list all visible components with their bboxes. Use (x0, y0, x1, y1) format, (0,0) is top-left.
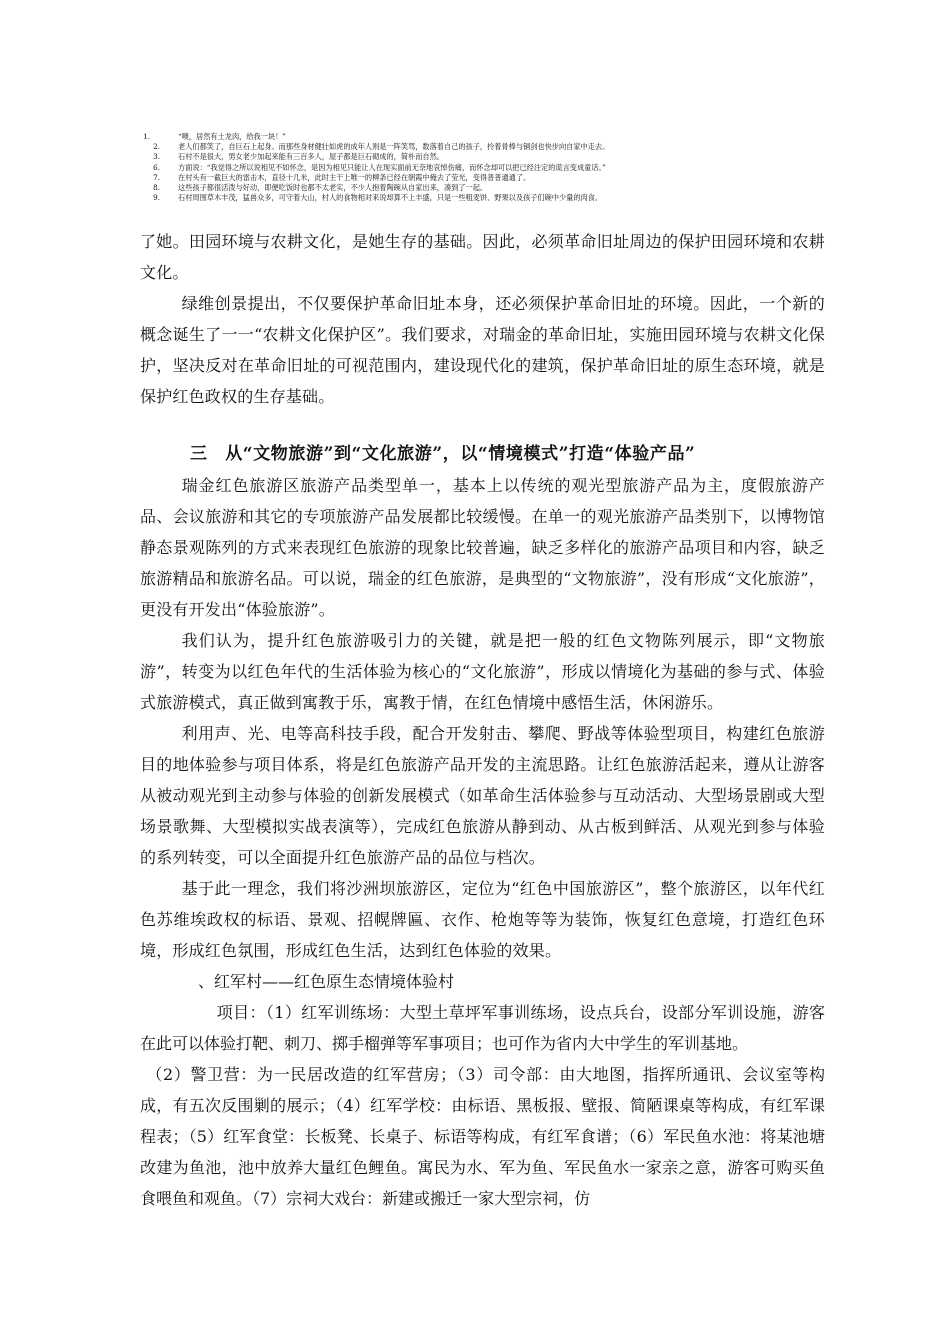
list-item-text: 方面说：“我觉得之所以说相见不如怀念，是因为相见只能让人在现实面前无奈地哀悼伤痛，而怀念却可以把已经注定的谎言变成童话。” (178, 162, 606, 172)
body-paragraph: 绿维创景提出，不仅要保护革命旧址本身，还必须保护革命旧址的环境。因此，一个新的概念诞生了一一“农耕文化保护区”。我们要求，对瑞金的革命旧址，实施田园环境与农耕文化保护，坚决反对在革命旧址的可视范围内，建设现代化的建筑，保护革命旧址的原生态环境，就是保护红色政权的生存基础。 (140, 294, 825, 406)
body-paragraph: 了她。田园环境与农耕文化，是她生存的基础。因此，必须革命旧址周边的保护田园环境和农耕文化。 (140, 232, 825, 282)
numbered-note-list (140, 132, 840, 203)
list-item (140, 132, 840, 142)
list-item-number: 3. (153, 152, 160, 162)
list-item-text: 在村头有一截巨大的雷击木，直径十几米，此时主干上唯一的柳条已经在朝霞中掩去了莹光，变得普普通通了。 (178, 172, 531, 182)
body-paragraph: 基于此一理念，我们将沙洲坝旅游区，定位为“红色中国旅游区”，整个旅游区，以年代红色苏维埃政权的标语、景观、招幌牌匾、衣作、枪炮等等为装饰，恢复红色意境，打造红色环境，形成红色氛围，形成红色生活，达到红色体验的效果。 (140, 879, 825, 960)
list-item-number: 8. (153, 182, 160, 192)
list-item-number: 1. (143, 132, 150, 141)
list-item (140, 173, 840, 183)
list-item-text: 石村周围草木丰茂，猛兽众多，可守着大山，村人的食物相对来说却算不上丰盛，只是一些粗麦饼、野果以及孩子们碗中少量的肉食。 (178, 193, 603, 203)
list-item-number: 9. (153, 193, 160, 203)
document-body (140, 226, 825, 1214)
list-item-number: 6. (153, 162, 160, 172)
body-paragraph: 瑞金红色旅游区旅游产品类型单一，基本上以传统的观光型旅游产品为主，度假旅游产品、会议旅游和其它的专项旅游产品发展都比较缓慢。在单一的观光旅游产品类别下，以博物馆静态景观陈列的方式来表现红色旅游的现象比较普遍，缺乏多样化的旅游产品项目和内容，缺乏旅游精品和旅游名品。可以说，瑞金的红色旅游，是典型的“文物旅游”，没有形成“文化旅游”，更没有开发出“体验旅游”。 (140, 476, 825, 619)
body-paragraph: 项目：（1）红军训练场：大型土草坪军事训练场，设点兵台，设部分军训设施，游客在此可以体验打靶、刺刀、掷手榴弹等军事项目；也可作为省内大中学生的军训基地。 (140, 1003, 825, 1053)
body-paragraph: （2）警卫营：为一民居改造的红军营房；（3）司令部：由大地图，指挥所通讯、会议室等构成，有五次反围剿的展示；（4）红军学校：由标语、黑板报、壁报、简陋课桌等构成，有红军课程表；（5）红军食堂：长板凳、长桌子、标语等构成，有红军食谱；（6）军民鱼水池：将某池塘改建为鱼池，池中放养大量红色鲤鱼。寓民为水、军为鱼、军民鱼水一家亲之意，游客可购买鱼食喂鱼和观鱼。（7）宗祠大戏台：新建或搬迁一家大型宗祠，仿 (140, 1065, 825, 1208)
subsection-heading: 、红军村——红色原生态情境体验村 (198, 972, 455, 991)
list-item (140, 163, 840, 173)
list-item-text: “噢，居然有土龙肉，给我一块！” (178, 132, 286, 141)
list-item-number: 2. (153, 142, 160, 152)
list-item-text: 这些孩子都很活泼与好动，即便吃饭时也都不太老实，不少人抱着陶碗从自家出来，凑到了一起。 (178, 182, 488, 192)
list-item (140, 152, 840, 162)
list-item (140, 183, 840, 193)
list-item-text: 石村不是很大，男女老少加起来能有三百多人，屋子都是巨石砌成的，简朴而自然。 (178, 152, 444, 162)
section-gap (140, 412, 825, 439)
list-item (140, 193, 840, 203)
body-paragraph: 利用声、光、电等高科技手段，配合开发射击、攀爬、野战等体验型项目，构建红色旅游目的地体验参与项目体系，将是红色旅游产品开发的主流思路。让红色旅游活起来，遵从让游客从被动观光到主动参与体验的创新发展模式（如革命生活体验参与互动活动、大型场景剧或大型场景歌舞、大型模拟实战表演等），完成红色旅游从静到动、从古板到鲜活、从观光到参与体验的系列转变，可以全面提升红色旅游产品的品位与档次。 (140, 724, 825, 867)
body-paragraph: 我们认为，提升红色旅游吸引力的关键，就是把一般的红色文物陈列展示，即“文物旅游”，转变为以红色年代的生活体验为核心的“文化旅游”，形成以情境化为基础的参与式、体验式旅游模式，真正做到寓教于乐，寓教于情，在红色情境中感悟生活，休闲游乐。 (140, 631, 825, 712)
list-item (140, 142, 840, 152)
section-heading: 三 从“文物旅游”到“文化旅游”，以“情境模式”打造“体验产品” (190, 444, 696, 464)
list-item-number: 7. (153, 172, 160, 182)
list-item-text: 老人们都笑了，自巨石上起身。而那些身材健壮如虎的成年人则是一阵笑骂，数落着自己的孩子，拎着骨棒与铜剑也快步向自家中走去。 (178, 142, 610, 152)
